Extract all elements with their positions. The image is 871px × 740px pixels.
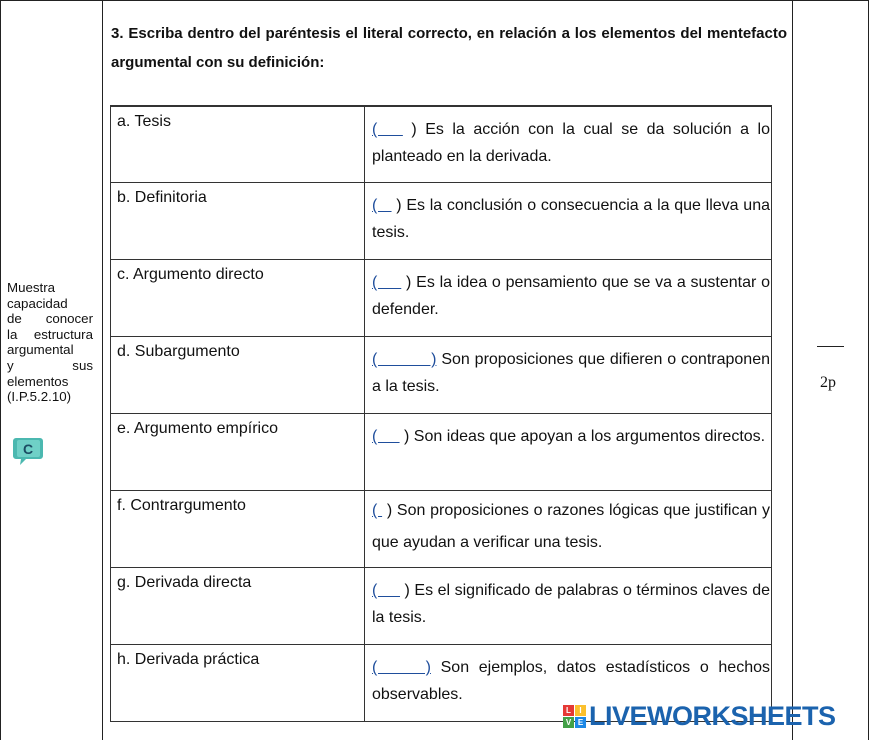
- definition-text: [372, 577, 770, 631]
- logo-mark-icon: [563, 705, 586, 728]
- top-border: [0, 0, 869, 1]
- answer-blank[interactable]: (: [372, 274, 402, 291]
- criteria-line: argumental: [7, 342, 74, 358]
- table-row: [111, 259, 771, 337]
- page-left-border: [0, 0, 1, 740]
- logo-mark-letter: V: [563, 717, 574, 728]
- definition-body: ) Son proposiciones o razones lógicas que justifican y que ayudan a verificar una tesis.: [372, 502, 770, 551]
- score-points: 2p: [820, 374, 836, 391]
- definition-body: ) Son ideas que apoyan a los argumentos directos.: [399, 428, 766, 445]
- question-heading: 3. Escriba dentro del paréntesis el literal correcto, en relación a los elementos del mentefacto argumental con su definición:: [111, 25, 787, 71]
- definition-text: [372, 346, 770, 400]
- definition-text: [372, 423, 770, 450]
- logo-wordmark: LIVEWORKSHEETS: [589, 700, 836, 731]
- logo-mark-letter: E: [575, 717, 586, 728]
- answer-blank[interactable]: (: [372, 428, 400, 445]
- term-label: a. Tesis: [117, 113, 171, 130]
- term-label: g. Derivada directa: [117, 574, 252, 591]
- answer-blank[interactable]: (: [372, 502, 383, 519]
- definition-text: [372, 116, 770, 170]
- criteria-text: [7, 280, 93, 405]
- term-label: e. Argumento empírico: [117, 420, 278, 437]
- definition-body: ) Es el significado de palabras o términos claves de la tesis.: [372, 582, 770, 626]
- criteria-code: (I.P.5.2.10): [7, 389, 72, 405]
- svg-text:C: C: [22, 441, 34, 457]
- logo-mark-letter: I: [575, 705, 586, 716]
- criteria-line: la estructura: [7, 326, 93, 342]
- term-label: c. Argumento directo: [117, 266, 264, 283]
- table-row: [111, 182, 771, 260]
- definition-text: [372, 495, 770, 559]
- table-row: [111, 413, 771, 491]
- definition-text: [372, 192, 770, 246]
- table-row: [111, 106, 771, 183]
- answer-blank[interactable]: (: [372, 121, 403, 138]
- definition-text: [372, 269, 770, 323]
- answer-blank[interactable]: ( ): [372, 659, 431, 676]
- criteria-line: y sus: [7, 357, 93, 373]
- definition-body: ) Es la conclusión o consecuencia a la que lleva una tesis.: [372, 197, 771, 241]
- definition-body: ) Es la idea o pensamiento que se va a sustentar o defender.: [372, 274, 770, 318]
- answer-blank[interactable]: ( ): [372, 351, 437, 368]
- logo-mark-letter: L: [563, 705, 574, 716]
- score-column-border: [792, 0, 793, 740]
- answer-blank[interactable]: (: [372, 582, 401, 599]
- term-label: d. Subargumento: [117, 343, 240, 360]
- criteria-column-border: [102, 0, 103, 740]
- term-label: b. Definitoria: [117, 189, 207, 206]
- term-label: h. Derivada práctica: [117, 651, 260, 668]
- table-row: [111, 490, 771, 568]
- criteria-line: Muestra: [7, 280, 56, 295]
- definition-body: ) Es la acción con la cual se da solución a lo planteado en la derivada.: [372, 121, 770, 165]
- criteria-line: elementos: [7, 373, 69, 389]
- score-blank-line: [817, 346, 844, 347]
- table-row: [111, 567, 771, 645]
- definition-body: Son proposiciones que difieren o contraponen a la tesis.: [372, 351, 770, 395]
- definition-body: Son ejemplos, datos estadísticos o hechos observables.: [372, 659, 770, 703]
- answer-blank[interactable]: (: [372, 197, 392, 214]
- table-row: [111, 336, 771, 414]
- page-right-border: [868, 0, 869, 740]
- liveworksheets-logo: [563, 700, 836, 732]
- criteria-line: capacidad: [7, 295, 68, 311]
- comment-c-icon[interactable]: [12, 436, 44, 466]
- criteria-line: de conocer: [7, 311, 93, 327]
- matching-table: [110, 105, 772, 722]
- term-label: f. Contrargumento: [117, 497, 246, 514]
